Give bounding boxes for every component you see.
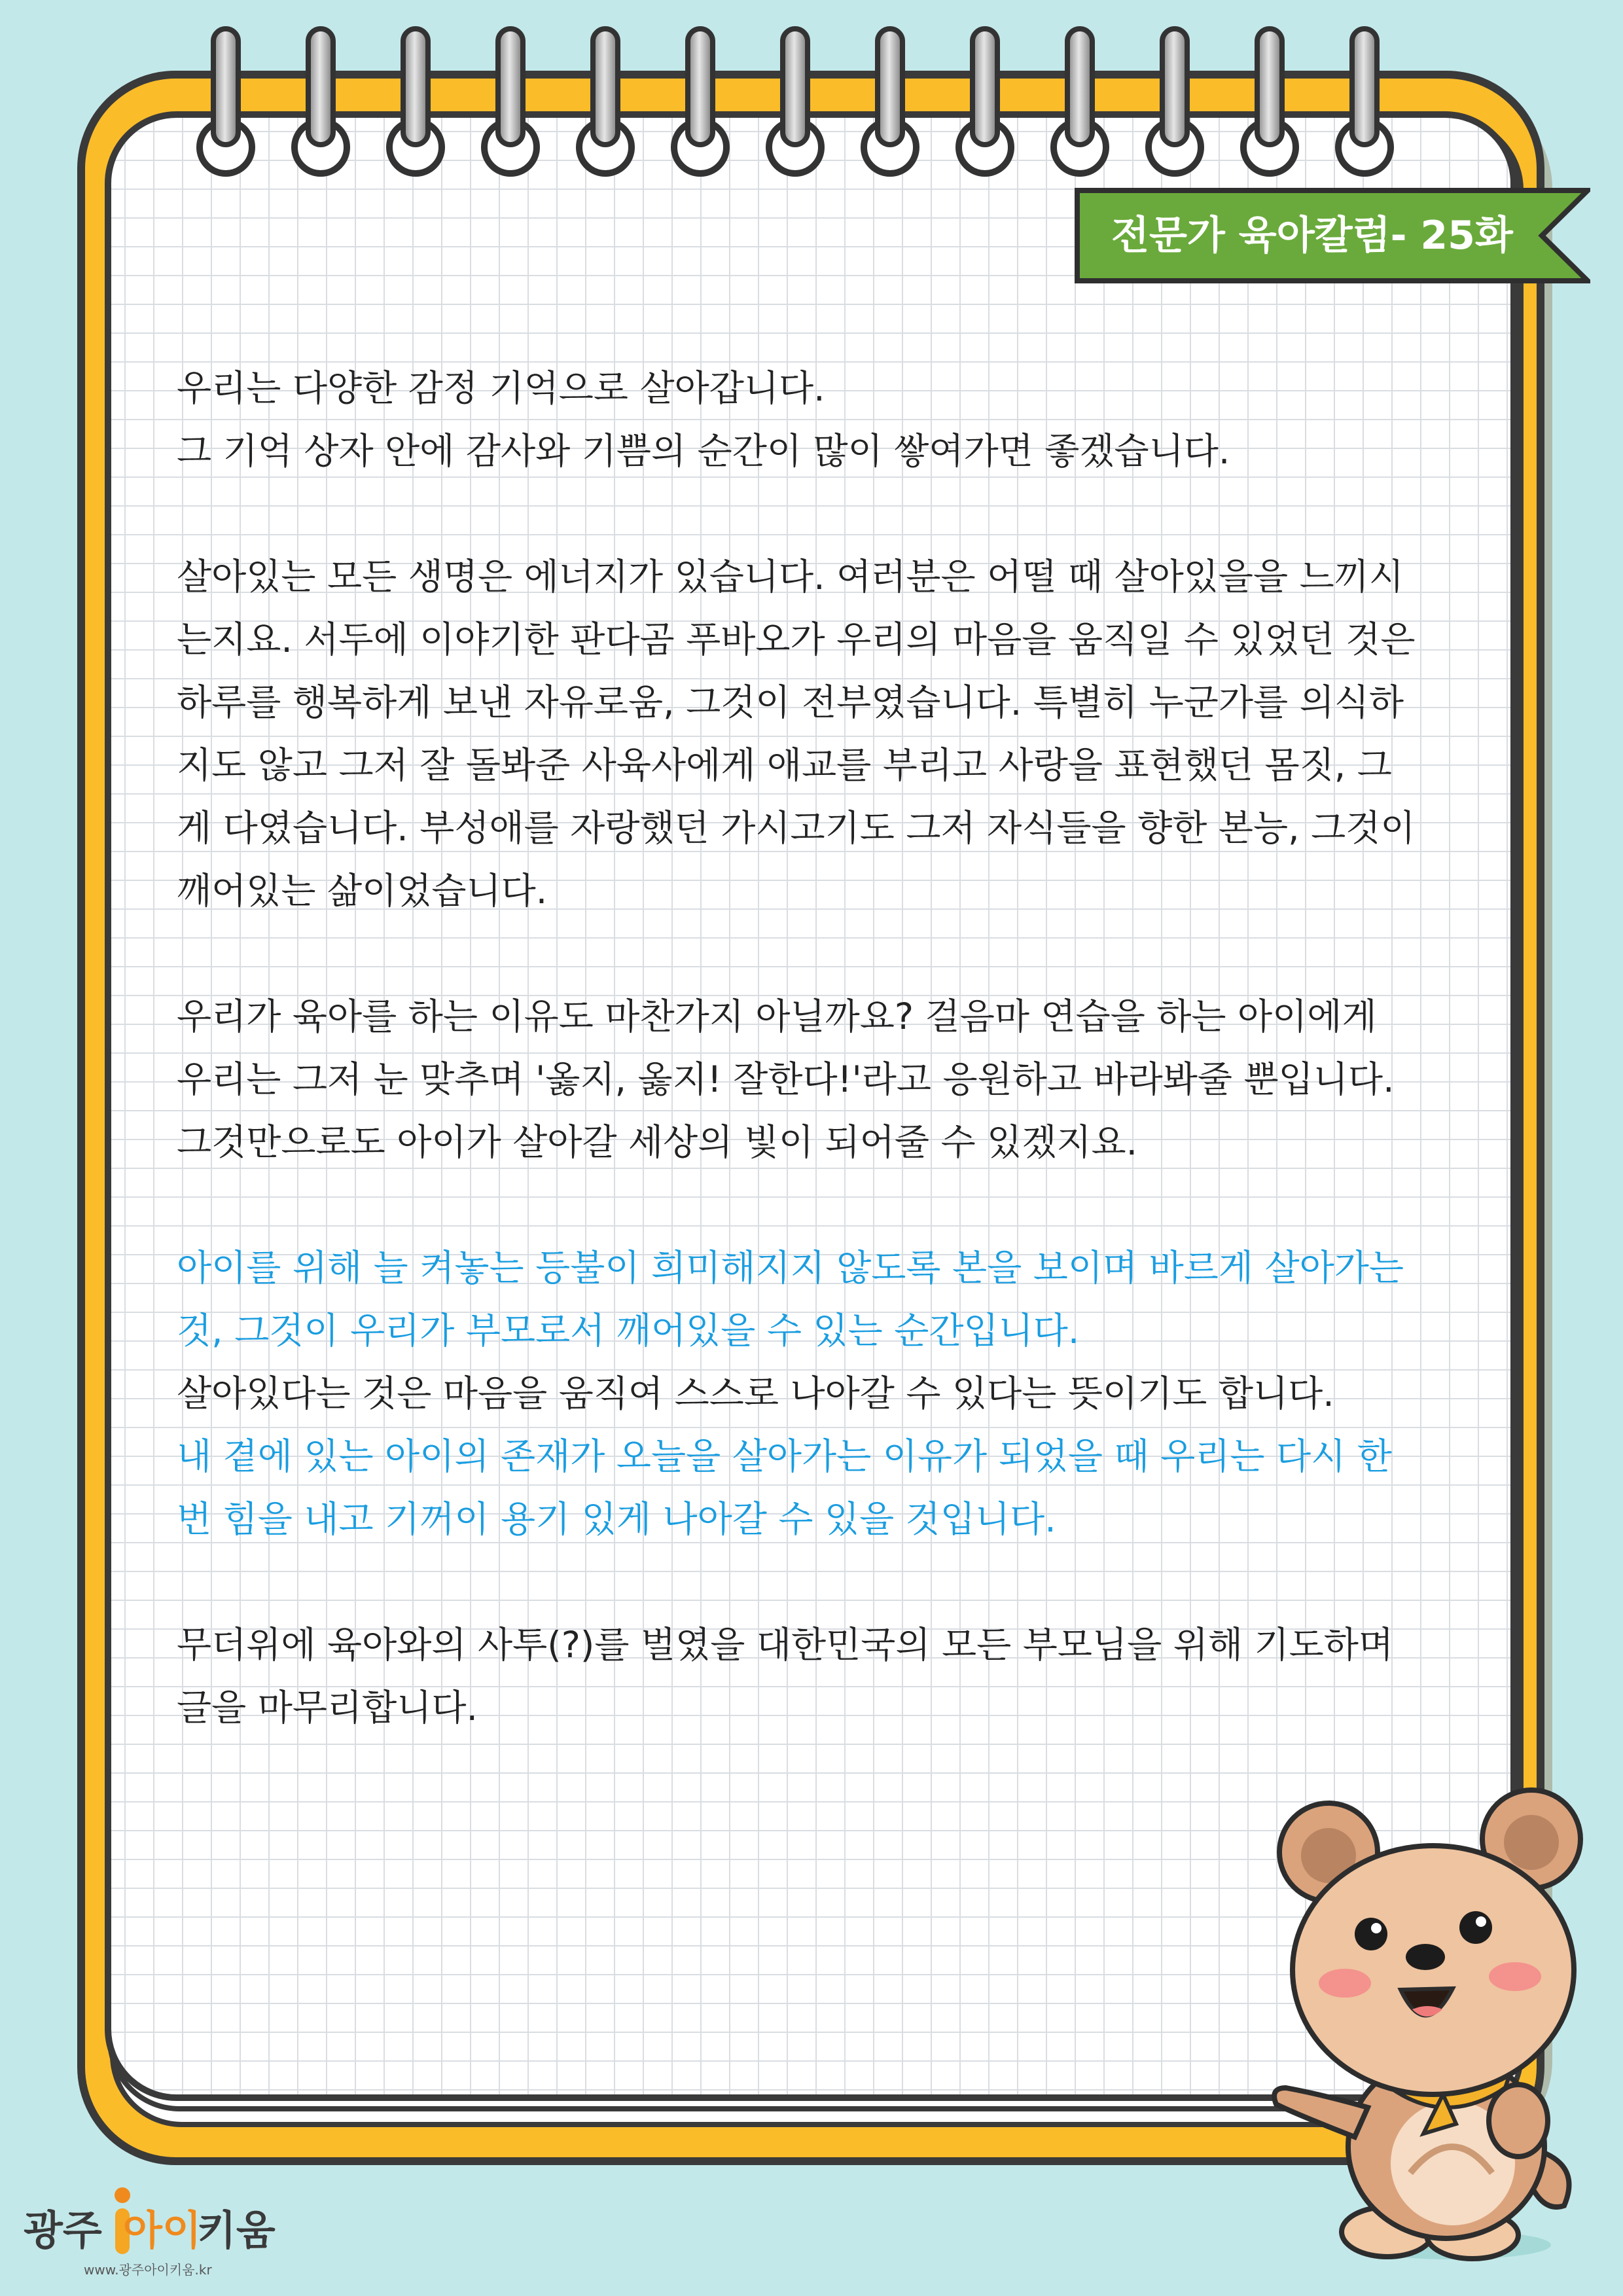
highlight-line: 번 힘을 내고 기꺼이 용기 있게 나아갈 수 있을 것입니다. [177, 1498, 1056, 1540]
spiral-ring [196, 26, 255, 177]
text-line: 지도 않고 그저 잘 돌봐준 사육사에게 애교를 부리고 사랑을 표현했던 몸짓, 그 [177, 744, 1392, 786]
paragraph-energy [177, 545, 1459, 922]
text-line: 무더위에 육아와의 사투(?)를 벌였을 대한민국의 모든 부모님을 위해 기도하며 [177, 1624, 1394, 1666]
column-title: 전문가 육아칼럼- 25화 [1111, 213, 1513, 259]
spiral-ring [481, 26, 540, 177]
spiral-ring [291, 26, 350, 177]
spiral-ring [671, 26, 730, 177]
text-line: 우리는 그저 눈 맞추며 '옳지, 옳지! 잘한다!'라고 응원하고 바라봐줄 뿐입니다. [177, 1058, 1395, 1100]
quokka-mascot [1257, 1780, 1610, 2265]
spiral-ring [861, 26, 919, 177]
highlight-line: 것, 그것이 우리가 부모로서 깨어있을 수 있는 순간입니다. [177, 1310, 1080, 1352]
article-body [177, 357, 1459, 1802]
text-line: 살아있다는 것은 마음을 움직여 스스로 나아갈 수 있다는 뜻이기도 합니다. [177, 1372, 1334, 1414]
text-line: 그것만으로도 아이가 살아갈 세상의 빛이 되어줄 수 있겠지요. [177, 1121, 1138, 1163]
spiral-ring [1145, 26, 1204, 177]
spiral-binding [196, 26, 1427, 177]
spiral-ring [955, 26, 1014, 177]
spiral-ring [1240, 26, 1299, 177]
title-banner [1073, 187, 1590, 285]
text-line: 하루를 행복하게 보낸 자유로움, 그것이 전부였습니다. 특별히 누군가를 의식하 [177, 681, 1404, 723]
spiral-ring [1335, 26, 1394, 177]
paragraph-closing [177, 1613, 1459, 1739]
text-line: 그 기억 상자 안에 감사와 기쁨의 순간이 많이 쌓여가면 좋겠습니다. [177, 430, 1230, 472]
logo-text-kium: 키움 [197, 2206, 276, 2254]
text-line: 는지요. 서두에 이야기한 판다곰 푸바오가 우리의 마음을 움직일 수 있었던 것은 [177, 619, 1416, 660]
text-line: 글을 마무리합니다. [177, 1687, 478, 1729]
paragraph-intro [177, 357, 1459, 482]
text-line: 게 다였습니다. 부성애를 자랑했던 가시고기도 그저 자식들을 향한 본능, 그것이 [177, 807, 1416, 849]
spiral-ring [576, 26, 635, 177]
text-line: 우리가 육아를 하는 이유도 마찬가지 아닐까요? 걸음마 연습을 하는 아이에게 [177, 996, 1377, 1037]
text-line: 우리는 다양한 감정 기억으로 살아갑니다. [177, 367, 825, 409]
logo-url: www.광주아이키움.kr [84, 2262, 212, 2278]
spiral-ring [1050, 26, 1109, 177]
paragraph-highlight [177, 1236, 1459, 1551]
logo-text-ai: 아이 [123, 2206, 202, 2254]
highlight-line: 내 곁에 있는 아이의 존재가 오늘을 살아가는 이유가 되었을 때 우리는 다시 한 [177, 1435, 1392, 1477]
gwangju-aikium-logo [24, 2186, 285, 2278]
spiral-ring [386, 26, 445, 177]
paragraph-parenting [177, 985, 1459, 1174]
text-line: 살아있는 모든 생명은 에너지가 있습니다. 여러분은 어떨 때 살아있을을 느끼시 [177, 556, 1404, 598]
spiral-ring [766, 26, 825, 177]
logo-text-gwangju: 광주 [24, 2206, 102, 2254]
highlight-line: 아이를 위해 늘 켜놓는 등불이 희미해지지 않도록 본을 보이며 바르게 살아가는 [177, 1247, 1404, 1289]
text-line: 깨어있는 삶이었습니다. [177, 870, 548, 912]
quokka-icon [1257, 1780, 1610, 2265]
